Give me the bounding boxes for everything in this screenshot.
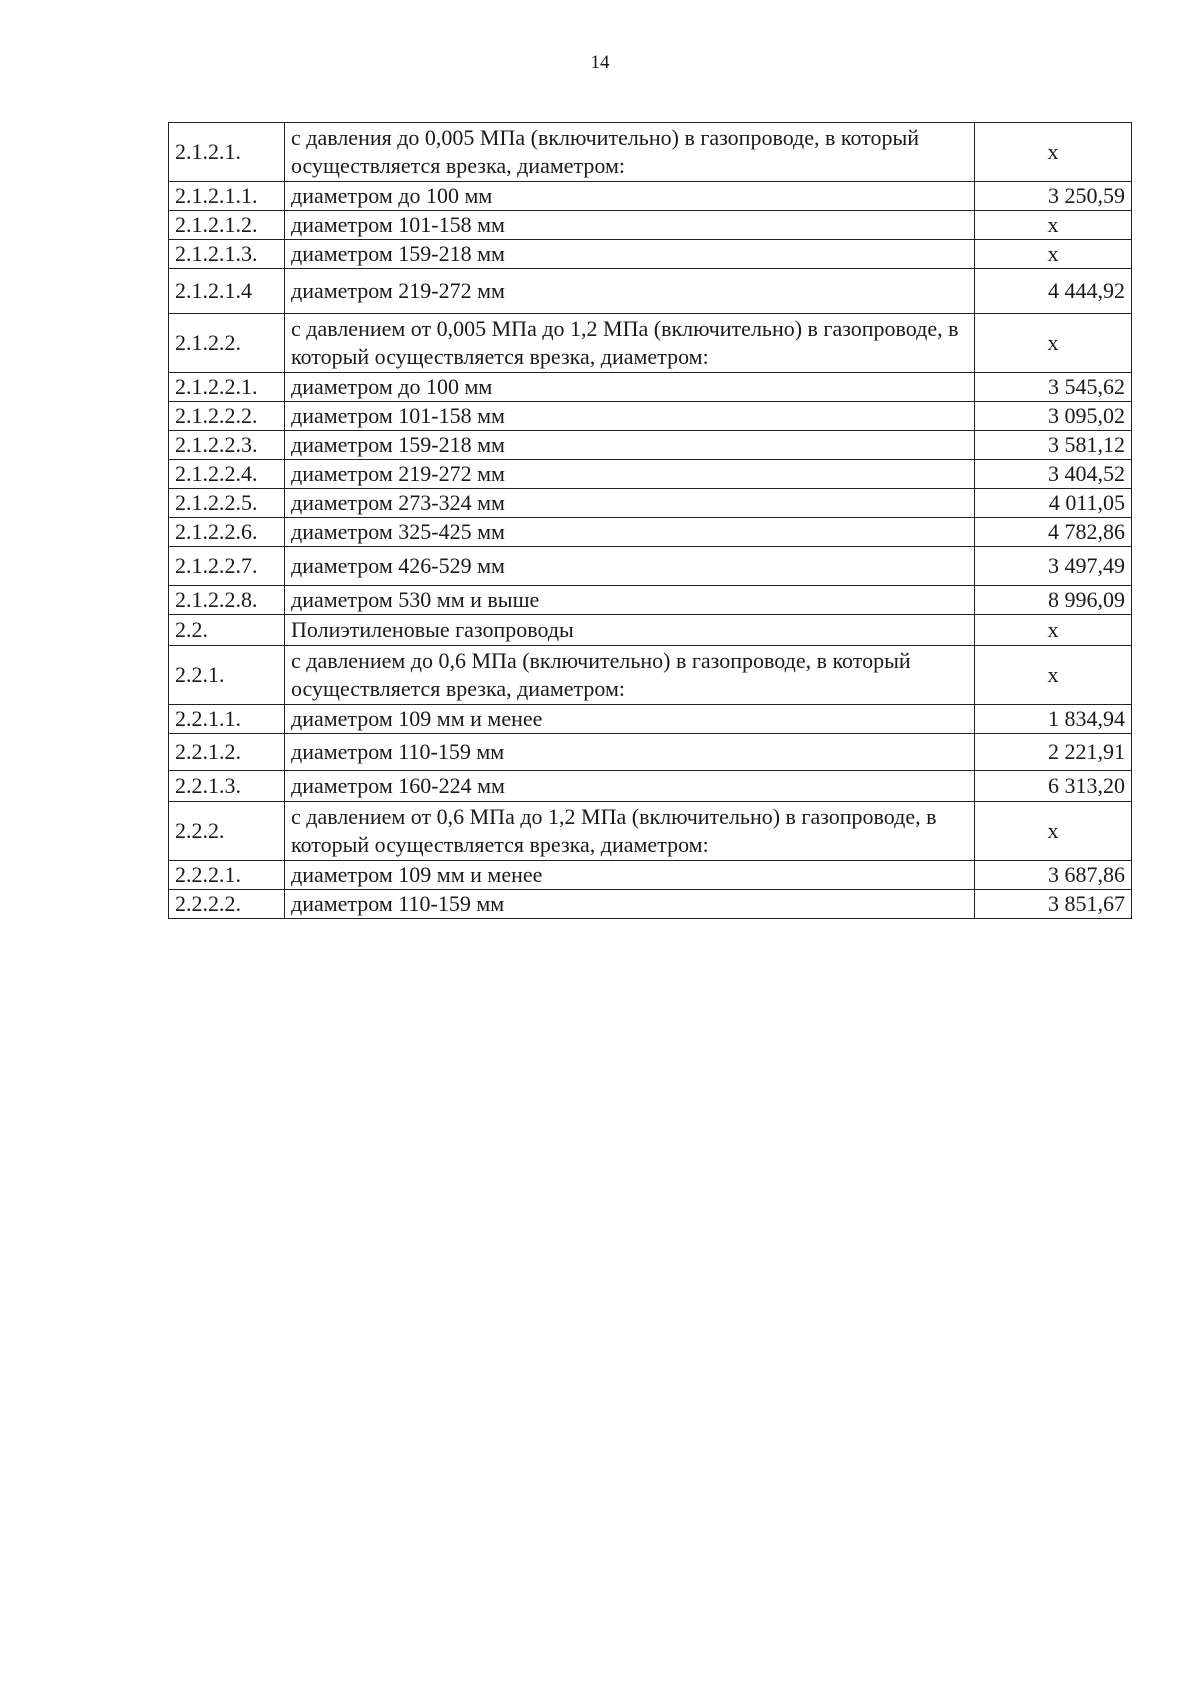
row-description: диаметром 109 мм и менее (285, 705, 975, 734)
table-row (169, 802, 1132, 861)
row-description: с давлением от 0,005 МПа до 1,2 МПа (включительно) в газопроводе, в который осуществляется врезка, диаметром: (285, 314, 975, 373)
row-description: диаметром 159-218 мм (285, 240, 975, 269)
row-code: 2.2.2.2. (169, 890, 285, 919)
table-row (169, 269, 1132, 314)
row-description: диаметром 325-425 мм (285, 518, 975, 547)
row-value: 3 404,52 (975, 460, 1132, 489)
row-description: диаметром 159-218 мм (285, 431, 975, 460)
table-row (169, 771, 1132, 802)
row-code: 2.1.2.2.3. (169, 431, 285, 460)
row-code: 2.2.2. (169, 802, 285, 861)
row-description: диаметром до 100 мм (285, 182, 975, 211)
row-value: x (975, 314, 1132, 373)
row-code: 2.2. (169, 615, 285, 646)
row-description: диаметром 101-158 мм (285, 402, 975, 431)
row-code: 2.1.2.2.8. (169, 586, 285, 615)
row-value: 3 250,59 (975, 182, 1132, 211)
row-description: с давления до 0,005 МПа (включительно) в газопроводе, в который осуществляется врезка, диаметром: (285, 123, 975, 182)
row-description: диаметром 160-224 мм (285, 771, 975, 802)
row-code: 2.2.1.1. (169, 705, 285, 734)
table-row (169, 734, 1132, 771)
row-value: 8 996,09 (975, 586, 1132, 615)
row-description: диаметром 219-272 мм (285, 269, 975, 314)
row-description: диаметром 110-159 мм (285, 890, 975, 919)
table-row (169, 518, 1132, 547)
row-value: x (975, 802, 1132, 861)
row-value: 2 221,91 (975, 734, 1132, 771)
row-code: 2.1.2.1.2. (169, 211, 285, 240)
row-value: 4 444,92 (975, 269, 1132, 314)
row-description: диаметром до 100 мм (285, 373, 975, 402)
row-description: с давлением от 0,6 МПа до 1,2 МПа (включительно) в газопроводе, в который осуществляется врезка, диаметром: (285, 802, 975, 861)
table-row (169, 431, 1132, 460)
row-code: 2.1.2.2.4. (169, 460, 285, 489)
page-number: 14 (590, 52, 610, 73)
table-row (169, 489, 1132, 518)
table-row (169, 240, 1132, 269)
row-value: 4 782,86 (975, 518, 1132, 547)
table-row (169, 123, 1132, 182)
row-value: x (975, 211, 1132, 240)
row-code: 2.1.2.2.2. (169, 402, 285, 431)
table-row (169, 861, 1132, 890)
row-code: 2.2.1.3. (169, 771, 285, 802)
row-code: 2.2.1. (169, 646, 285, 705)
table-row (169, 314, 1132, 373)
row-code: 2.1.2.1. (169, 123, 285, 182)
row-description: диаметром 273-324 мм (285, 489, 975, 518)
row-description: диаметром 110-159 мм (285, 734, 975, 771)
table-row (169, 211, 1132, 240)
table-row (169, 547, 1132, 586)
row-description: диаметром 219-272 мм (285, 460, 975, 489)
row-description: диаметром 530 мм и выше (285, 586, 975, 615)
row-description: диаметром 109 мм и менее (285, 861, 975, 890)
row-value: 1 834,94 (975, 705, 1132, 734)
row-value: 3 497,49 (975, 547, 1132, 586)
row-value: x (975, 646, 1132, 705)
row-code: 2.1.2.1.3. (169, 240, 285, 269)
row-code: 2.2.2.1. (169, 861, 285, 890)
row-value: 6 313,20 (975, 771, 1132, 802)
row-value: x (975, 615, 1132, 646)
table-row (169, 615, 1132, 646)
table-row (169, 402, 1132, 431)
row-description: диаметром 426-529 мм (285, 547, 975, 586)
row-description: с давлением до 0,6 МПа (включительно) в газопроводе, в который осуществляется врезка, диаметром: (285, 646, 975, 705)
table-row (169, 373, 1132, 402)
row-value: 3 581,12 (975, 431, 1132, 460)
row-value: 3 545,62 (975, 373, 1132, 402)
table-row (169, 586, 1132, 615)
tariff-table (168, 122, 1132, 919)
table-row (169, 182, 1132, 211)
row-code: 2.1.2.2.1. (169, 373, 285, 402)
table-row (169, 460, 1132, 489)
row-code: 2.1.2.2.5. (169, 489, 285, 518)
row-code: 2.2.1.2. (169, 734, 285, 771)
row-code: 2.1.2.1.4 (169, 269, 285, 314)
table-row (169, 705, 1132, 734)
row-value: 3 851,67 (975, 890, 1132, 919)
row-code: 2.1.2.2.7. (169, 547, 285, 586)
row-value: x (975, 123, 1132, 182)
row-value: 4 011,05 (975, 489, 1132, 518)
row-code: 2.1.2.2.6. (169, 518, 285, 547)
table-row (169, 890, 1132, 919)
row-description: диаметром 101-158 мм (285, 211, 975, 240)
row-value: 3 687,86 (975, 861, 1132, 890)
row-description: Полиэтиленовые газопроводы (285, 615, 975, 646)
row-code: 2.1.2.2. (169, 314, 285, 373)
table-row (169, 646, 1132, 705)
row-value: 3 095,02 (975, 402, 1132, 431)
row-value: x (975, 240, 1132, 269)
row-code: 2.1.2.1.1. (169, 182, 285, 211)
